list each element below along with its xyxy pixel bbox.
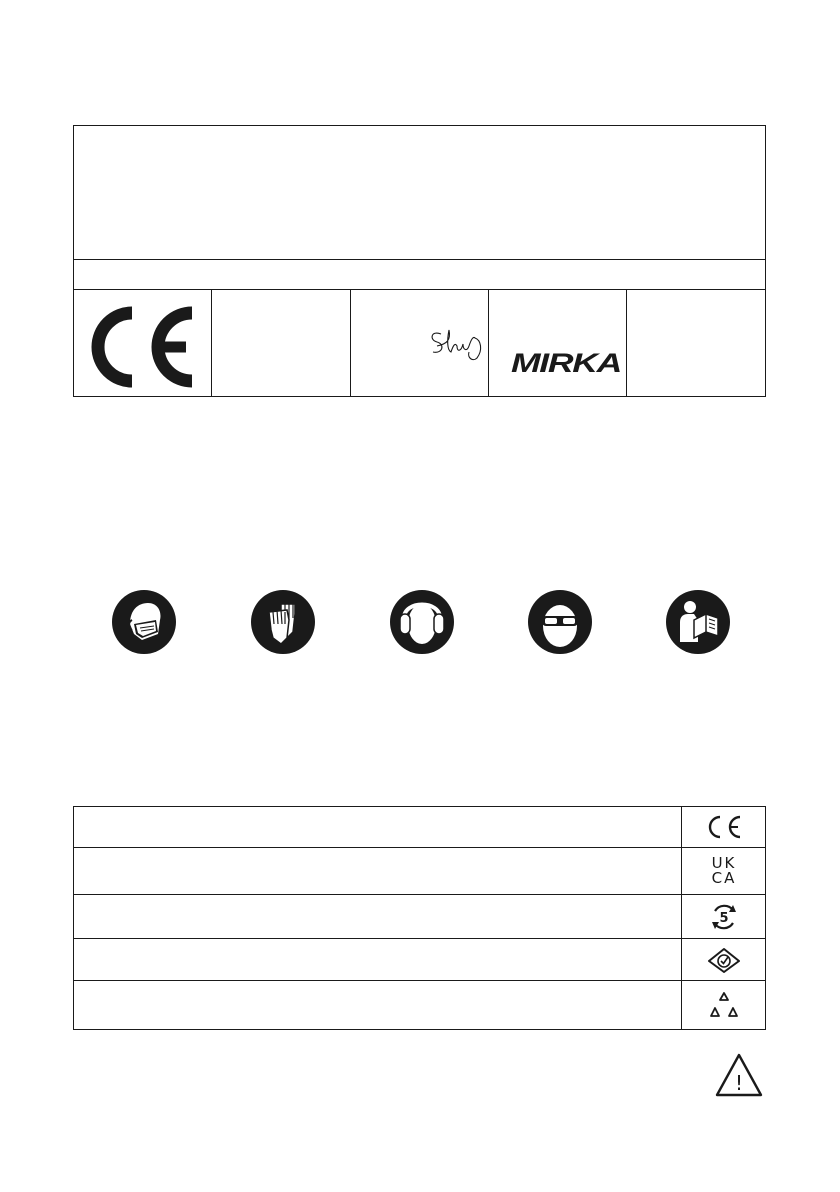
compliance-row-ce (74, 807, 765, 848)
read-manual-icon (666, 590, 730, 654)
protective-gloves-icon (251, 590, 315, 654)
company-cell (489, 289, 627, 396)
weee-symbol-cell (694, 981, 754, 1029)
rohs-symbol-cell (694, 895, 754, 938)
ukca-mark-symbol-cell (694, 848, 754, 894)
signature-cell (351, 289, 489, 396)
ce-cell (74, 289, 212, 396)
compliance-marks-table (73, 806, 766, 1030)
declaration-text-area (74, 126, 765, 260)
place-date-cell (212, 289, 351, 396)
compliance-row-ukca (74, 848, 765, 895)
declaration-signature-row (74, 289, 765, 396)
respirator-mask-icon (112, 590, 176, 654)
rcm-mark-icon (707, 947, 741, 973)
weee-triangles-icon (707, 991, 741, 1019)
ear-protection-icon (390, 590, 454, 654)
safety-goggles-icon (528, 590, 592, 654)
warning-triangle-icon (714, 1052, 764, 1098)
rcm-symbol-cell (694, 939, 754, 980)
ukca-mark-icon: UK CA (711, 854, 737, 887)
declaration-table (73, 125, 766, 397)
svg-text:!: ! (734, 1071, 744, 1095)
ppe-icons-row (0, 590, 840, 660)
svg-text:MIRKA: MIRKA (511, 349, 621, 375)
ce-mark-large-icon (86, 305, 198, 389)
declaration-standards-row (74, 260, 765, 290)
ce-mark-symbol-cell (694, 807, 754, 847)
china-rohs-5-icon (709, 902, 739, 932)
svg-text:5: 5 (719, 910, 729, 926)
compliance-row-weee (74, 981, 765, 1029)
compliance-row-rcm (74, 939, 765, 981)
title-cell (627, 289, 764, 396)
mirka-logo (509, 349, 623, 375)
compliance-row-rohs (74, 895, 765, 939)
ce-mark-icon (705, 815, 743, 839)
handwritten-signature (427, 326, 487, 364)
